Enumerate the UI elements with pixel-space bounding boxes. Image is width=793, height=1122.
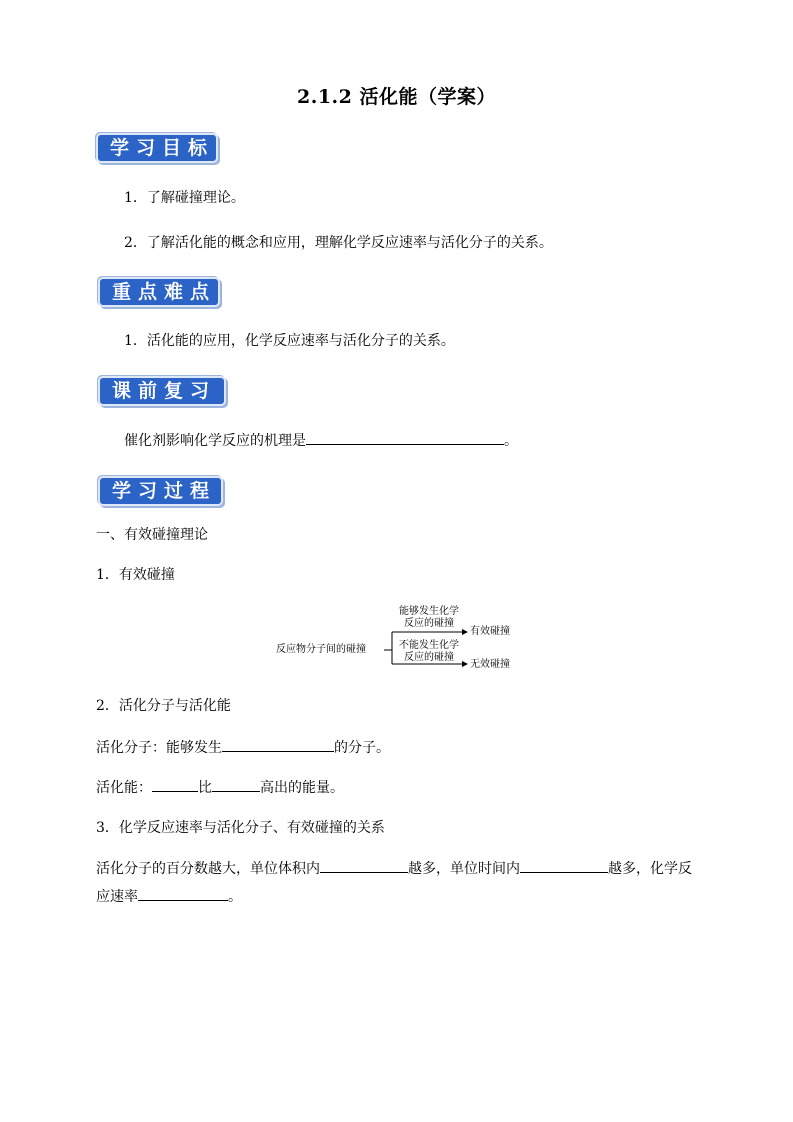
item2-heading: 2．活化分子与活化能 (96, 698, 231, 714)
section-badge-objectives: 学习目标 (96, 133, 218, 163)
activation-energy-prefix: 活化能： (96, 780, 152, 796)
diagram-upper-label-2: 反应的碰撞 (404, 618, 454, 629)
diagram-source-label: 反应物分子间的碰撞 (276, 644, 366, 655)
activation-energy-mid: 比 (198, 780, 212, 796)
relation-line2-part-a: 应速率 (96, 889, 138, 905)
objective-item-2: 2．了解活化能的概念和应用，理解化学反应速率与活化分子的关系。 (124, 235, 553, 251)
review-question (124, 430, 518, 451)
active-molecule-prefix: 活化分子：能够发生 (96, 740, 222, 756)
item1-heading: 1．有效碰撞 (96, 567, 175, 583)
activation-energy-blank-1[interactable] (152, 777, 198, 792)
diagram-upper-result: 有效碰撞 (470, 626, 510, 637)
review-answer-blank[interactable] (306, 430, 504, 445)
relation-blank-2[interactable] (520, 858, 608, 873)
section-badge-process: 学习过程 (98, 476, 223, 506)
relation-blank-3[interactable] (138, 886, 228, 901)
item3-heading: 3．化学反应速率与活化分子、有效碰撞的关系 (96, 820, 385, 836)
diagram-lower-label-1: 不能发生化学 (399, 640, 459, 651)
relation-line1-part-a: 活化分子的百分数越大，单位体积内 (96, 861, 320, 877)
active-molecule-blank[interactable] (222, 737, 334, 752)
diagram-lower-label-2: 反应的碰撞 (404, 652, 454, 663)
active-molecule-line (96, 737, 390, 758)
relation-blank-1[interactable] (320, 858, 408, 873)
key-point-item-1: 1．活化能的应用，化学反应速率与活化分子的关系。 (124, 333, 455, 349)
part1-heading: 一、有效碰撞理论 (96, 527, 208, 543)
activation-energy-suffix: 高出的能量。 (260, 780, 344, 796)
page-title: 2.1.2 活化能（学案） (296, 86, 496, 108)
relation-line2-part-b: 。 (228, 889, 242, 905)
relation-line-1 (96, 858, 692, 879)
active-molecule-suffix: 的分子。 (334, 740, 390, 756)
activation-energy-line (96, 777, 344, 798)
relation-line-2 (96, 886, 242, 907)
section-badge-review: 课前复习 (98, 376, 226, 406)
review-prefix: 催化剂影响化学反应的机理是 (124, 433, 306, 449)
relation-line1-part-c: 越多，化学反 (608, 861, 692, 877)
collision-diagram (274, 604, 524, 676)
diagram-upper-label-1: 能够发生化学 (399, 606, 459, 617)
diagram-lower-result: 无效碰撞 (470, 659, 510, 670)
section-badge-key-points: 重点难点 (98, 277, 220, 307)
activation-energy-blank-2[interactable] (212, 777, 260, 792)
objective-item-1: 1．了解碰撞理论。 (124, 190, 245, 206)
relation-line1-part-b: 越多，单位时间内 (408, 861, 520, 877)
review-suffix: 。 (504, 433, 518, 449)
